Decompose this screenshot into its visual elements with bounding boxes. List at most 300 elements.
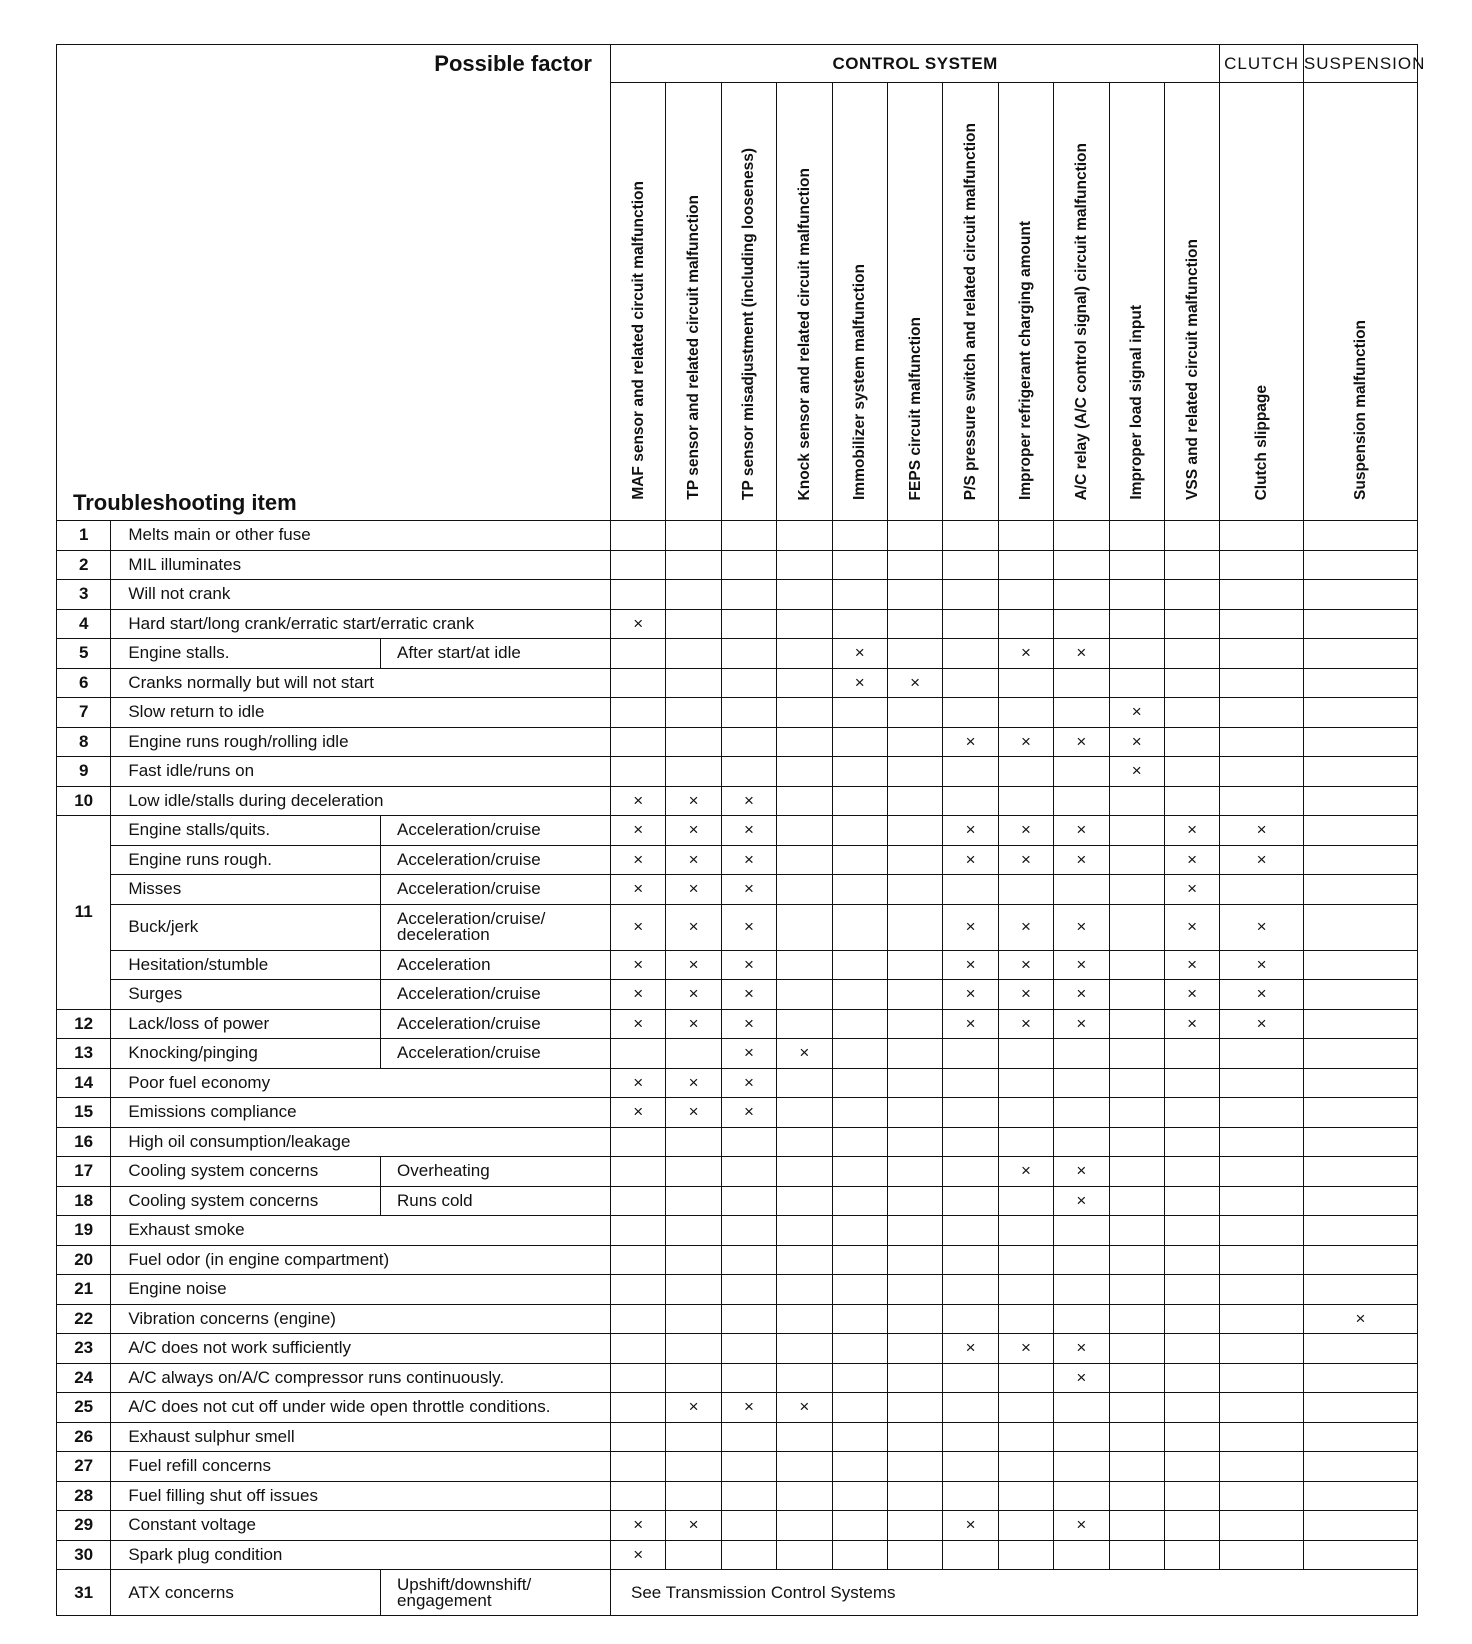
empty-cell (887, 1275, 942, 1305)
item-description: Exhaust smoke (111, 1216, 611, 1246)
empty-cell (1109, 904, 1164, 950)
empty-cell (943, 1127, 998, 1157)
empty-cell (832, 950, 887, 980)
empty-cell (832, 727, 887, 757)
factor-mark: × (1109, 757, 1164, 787)
empty-cell (1164, 609, 1219, 639)
empty-cell (1220, 1127, 1304, 1157)
empty-cell (943, 580, 998, 610)
empty-cell (1109, 1186, 1164, 1216)
empty-cell (1164, 1275, 1219, 1305)
empty-cell (1303, 757, 1417, 787)
factor-mark: × (611, 609, 666, 639)
factor-mark: × (1054, 639, 1109, 669)
empty-cell (1220, 727, 1304, 757)
item-description: Misses (111, 875, 381, 905)
empty-cell (611, 1304, 666, 1334)
empty-cell (611, 1363, 666, 1393)
empty-cell (1054, 668, 1109, 698)
factor-mark: × (666, 1098, 721, 1128)
empty-cell (777, 875, 832, 905)
empty-cell (832, 1068, 887, 1098)
empty-cell (611, 1481, 666, 1511)
factor-mark: × (1109, 727, 1164, 757)
empty-cell (777, 1363, 832, 1393)
empty-cell (1164, 1039, 1219, 1069)
factor-mark: × (611, 1068, 666, 1098)
empty-cell (721, 521, 776, 551)
empty-cell (887, 1481, 942, 1511)
empty-cell (666, 1216, 721, 1246)
empty-cell (998, 698, 1053, 728)
empty-cell (777, 1157, 832, 1187)
empty-cell (943, 1481, 998, 1511)
empty-cell (1109, 1304, 1164, 1334)
empty-cell (1109, 1422, 1164, 1452)
factor-mark: × (1164, 1009, 1219, 1039)
empty-cell (887, 1009, 942, 1039)
factor-mark: × (721, 816, 776, 846)
empty-cell (1303, 1157, 1417, 1187)
empty-cell (1109, 1127, 1164, 1157)
empty-cell (1054, 580, 1109, 610)
empty-cell (1054, 1098, 1109, 1128)
empty-cell (777, 1452, 832, 1482)
item-description: Lack/loss of power (111, 1009, 381, 1039)
empty-cell (1220, 698, 1304, 728)
factor-mark: × (998, 1334, 1053, 1364)
empty-cell (777, 1068, 832, 1098)
table-row (57, 609, 1418, 639)
empty-cell (887, 1186, 942, 1216)
empty-cell (777, 950, 832, 980)
empty-cell (1054, 1393, 1109, 1423)
empty-cell (1220, 1540, 1304, 1570)
table-row (57, 1127, 1418, 1157)
factor-mark: × (943, 845, 998, 875)
empty-cell (1220, 1304, 1304, 1334)
empty-cell (1164, 521, 1219, 551)
factor-mark: × (721, 1009, 776, 1039)
empty-cell (943, 1275, 998, 1305)
empty-cell (887, 875, 942, 905)
empty-cell (887, 1068, 942, 1098)
empty-cell (721, 609, 776, 639)
empty-cell (943, 1216, 998, 1246)
empty-cell (943, 1304, 998, 1334)
item-description: Low idle/stalls during deceleration (111, 786, 611, 816)
item-description: Engine runs rough. (111, 845, 381, 875)
empty-cell (721, 1304, 776, 1334)
item-description: Engine stalls/quits. (111, 816, 381, 846)
empty-cell (1220, 1039, 1304, 1069)
empty-cell (1220, 1334, 1304, 1364)
factor-header (998, 83, 1053, 521)
empty-cell (1109, 1275, 1164, 1305)
factor-mark: × (721, 950, 776, 980)
empty-cell (777, 757, 832, 787)
factor-mark: × (721, 786, 776, 816)
empty-cell (832, 698, 887, 728)
empty-cell (1054, 1039, 1109, 1069)
empty-cell (943, 757, 998, 787)
empty-cell (887, 980, 942, 1010)
factor-mark: × (1164, 816, 1219, 846)
empty-cell (777, 580, 832, 610)
empty-cell (1303, 1039, 1417, 1069)
empty-cell (1109, 875, 1164, 905)
factor-mark: × (998, 1157, 1053, 1187)
empty-cell (777, 1275, 832, 1305)
empty-cell (1054, 1275, 1109, 1305)
empty-cell (1303, 1275, 1417, 1305)
empty-cell (1164, 786, 1219, 816)
factor-mark: × (832, 668, 887, 698)
empty-cell (1109, 550, 1164, 580)
empty-cell (832, 1127, 887, 1157)
empty-cell (666, 550, 721, 580)
empty-cell (1303, 580, 1417, 610)
empty-cell (1303, 1363, 1417, 1393)
empty-cell (1109, 1157, 1164, 1187)
empty-cell (832, 845, 887, 875)
factor-mark: × (998, 727, 1053, 757)
empty-cell (832, 980, 887, 1010)
empty-cell (887, 639, 942, 669)
empty-cell (887, 1393, 942, 1423)
empty-cell (721, 1422, 776, 1452)
item-description: A/C always on/A/C compressor runs continuously. (111, 1363, 611, 1393)
empty-cell (1303, 550, 1417, 580)
empty-cell (1054, 757, 1109, 787)
item-number: 21 (57, 1275, 111, 1305)
factor-mark: × (1164, 904, 1219, 950)
empty-cell (1220, 580, 1304, 610)
item-number: 2 (57, 550, 111, 580)
empty-cell (1109, 1334, 1164, 1364)
factor-mark: × (777, 1393, 832, 1423)
empty-cell (832, 1393, 887, 1423)
item-number: 8 (57, 727, 111, 757)
item-number: 26 (57, 1422, 111, 1452)
empty-cell (998, 550, 1053, 580)
factor-mark: × (666, 845, 721, 875)
empty-cell (998, 1304, 1053, 1334)
empty-cell (832, 1098, 887, 1128)
factor-mark: × (1054, 980, 1109, 1010)
factor-mark: × (1054, 845, 1109, 875)
empty-cell (721, 580, 776, 610)
factor-header (777, 83, 832, 521)
group-suspension: SUSPENSION (1303, 45, 1417, 83)
item-number: 10 (57, 786, 111, 816)
factor-mark: × (943, 1334, 998, 1364)
empty-cell (777, 550, 832, 580)
empty-cell (1054, 1216, 1109, 1246)
empty-cell (1220, 1363, 1304, 1393)
empty-cell (1109, 1393, 1164, 1423)
empty-cell (887, 757, 942, 787)
item-condition: Acceleration/cruise (381, 980, 611, 1010)
table-row (57, 757, 1418, 787)
empty-cell (777, 816, 832, 846)
factor-mark: × (1109, 698, 1164, 728)
factor-mark: × (611, 980, 666, 1010)
empty-cell (777, 904, 832, 950)
factor-mark: × (1220, 980, 1304, 1010)
empty-cell (832, 1363, 887, 1393)
empty-cell (1220, 1068, 1304, 1098)
item-description: Melts main or other fuse (111, 521, 611, 551)
item-description: Constant voltage (111, 1511, 611, 1541)
empty-cell (666, 668, 721, 698)
empty-cell (1220, 1216, 1304, 1246)
empty-cell (1109, 950, 1164, 980)
empty-cell (666, 698, 721, 728)
empty-cell (777, 668, 832, 698)
empty-cell (777, 698, 832, 728)
empty-cell (887, 1304, 942, 1334)
item-description: Engine stalls. (111, 639, 381, 669)
empty-cell (1164, 550, 1219, 580)
empty-cell (943, 668, 998, 698)
empty-cell (611, 550, 666, 580)
factor-mark: × (721, 1393, 776, 1423)
factor-mark: × (1054, 1186, 1109, 1216)
empty-cell (1303, 786, 1417, 816)
empty-cell (721, 698, 776, 728)
item-condition: Acceleration/cruise (381, 875, 611, 905)
empty-cell (943, 550, 998, 580)
empty-cell (1109, 1216, 1164, 1246)
empty-cell (1303, 698, 1417, 728)
empty-cell (1303, 521, 1417, 551)
factor-header (832, 83, 887, 521)
factor-mark: × (721, 1098, 776, 1128)
table-row (57, 845, 1418, 875)
factor-mark: × (611, 1098, 666, 1128)
empty-cell (721, 1157, 776, 1187)
factor-label: TP sensor and related circuit malfunction (685, 195, 703, 500)
empty-cell (887, 1334, 942, 1364)
item-number: 11 (57, 816, 111, 1010)
empty-cell (1054, 1481, 1109, 1511)
item-number: 28 (57, 1481, 111, 1511)
factor-mark: × (1054, 1334, 1109, 1364)
empty-cell (998, 1039, 1053, 1069)
empty-cell (666, 1363, 721, 1393)
empty-cell (1164, 1363, 1219, 1393)
empty-cell (887, 1511, 942, 1541)
empty-cell (1109, 580, 1164, 610)
factor-mark: × (943, 1009, 998, 1039)
empty-cell (1164, 1481, 1219, 1511)
empty-cell (1220, 1245, 1304, 1275)
empty-cell (1164, 639, 1219, 669)
table-row (57, 1216, 1418, 1246)
table-row (57, 1068, 1418, 1098)
factor-mark: × (943, 904, 998, 950)
item-condition: After start/at idle (381, 639, 611, 669)
empty-cell (1109, 980, 1164, 1010)
empty-cell (611, 668, 666, 698)
empty-cell (887, 1540, 942, 1570)
empty-cell (832, 1216, 887, 1246)
factor-mark: × (943, 950, 998, 980)
item-description: Emissions compliance (111, 1098, 611, 1128)
item-description: Vibration concerns (engine) (111, 1304, 611, 1334)
empty-cell (943, 1098, 998, 1128)
empty-cell (777, 727, 832, 757)
table-row (57, 1481, 1418, 1511)
factor-header (943, 83, 998, 521)
factor-mark: × (721, 980, 776, 1010)
empty-cell (998, 1422, 1053, 1452)
factor-mark: × (611, 875, 666, 905)
empty-cell (887, 816, 942, 846)
empty-cell (1164, 1245, 1219, 1275)
table-row (57, 1275, 1418, 1305)
item-number: 19 (57, 1216, 111, 1246)
factor-header (1164, 83, 1219, 521)
empty-cell (1220, 1393, 1304, 1423)
empty-cell (721, 1481, 776, 1511)
table-row (57, 1009, 1418, 1039)
empty-cell (666, 580, 721, 610)
item-condition: Runs cold (381, 1186, 611, 1216)
empty-cell (832, 816, 887, 846)
factor-mark: × (721, 875, 776, 905)
factor-mark: × (611, 845, 666, 875)
factor-mark: × (666, 875, 721, 905)
empty-cell (1109, 1098, 1164, 1128)
empty-cell (721, 757, 776, 787)
item-number: 18 (57, 1186, 111, 1216)
item-description: Cooling system concerns (111, 1186, 381, 1216)
item-description: A/C does not cut off under wide open throttle conditions. (111, 1393, 611, 1423)
factor-mark: × (1220, 950, 1304, 980)
table-row (57, 1039, 1418, 1069)
item-number: 9 (57, 757, 111, 787)
empty-cell (1303, 1452, 1417, 1482)
empty-cell (721, 1452, 776, 1482)
table-row (57, 1245, 1418, 1275)
empty-cell (998, 1216, 1053, 1246)
item-condition: Acceleration/cruise (381, 1009, 611, 1039)
empty-cell (666, 1540, 721, 1570)
empty-cell (887, 550, 942, 580)
factor-mark: × (832, 639, 887, 669)
factor-label: MAF sensor and related circuit malfunction (629, 181, 647, 500)
empty-cell (832, 904, 887, 950)
empty-cell (887, 904, 942, 950)
item-description: Hesitation/stumble (111, 950, 381, 980)
empty-cell (1109, 1363, 1164, 1393)
item-number: 27 (57, 1452, 111, 1482)
item-description: Engine runs rough/rolling idle (111, 727, 611, 757)
empty-cell (666, 1452, 721, 1482)
factor-mark: × (1164, 950, 1219, 980)
empty-cell (887, 1422, 942, 1452)
empty-cell (666, 1275, 721, 1305)
factor-mark: × (1054, 1157, 1109, 1187)
empty-cell (777, 1422, 832, 1452)
empty-cell (943, 1363, 998, 1393)
empty-cell (1220, 1481, 1304, 1511)
factor-mark: × (611, 1540, 666, 1570)
empty-cell (1054, 786, 1109, 816)
table-row (57, 1570, 1418, 1616)
group-control-system: CONTROL SYSTEM (611, 45, 1220, 83)
empty-cell (1054, 609, 1109, 639)
item-condition: Overheating (381, 1157, 611, 1187)
empty-cell (611, 1039, 666, 1069)
empty-cell (887, 786, 942, 816)
empty-cell (1054, 1245, 1109, 1275)
table-row (57, 1422, 1418, 1452)
empty-cell (721, 1511, 776, 1541)
factor-mark: × (1164, 875, 1219, 905)
empty-cell (666, 609, 721, 639)
factor-mark: × (998, 639, 1053, 669)
empty-cell (611, 1157, 666, 1187)
empty-cell (943, 1186, 998, 1216)
item-description: High oil consumption/leakage (111, 1127, 611, 1157)
empty-cell (611, 521, 666, 551)
factor-label: TP sensor misadjustment (including looseness) (740, 148, 758, 500)
factor-header (666, 83, 721, 521)
empty-cell (666, 1245, 721, 1275)
item-number: 17 (57, 1157, 111, 1187)
factor-mark: × (721, 845, 776, 875)
empty-cell (611, 757, 666, 787)
empty-cell (998, 668, 1053, 698)
item-condition: Acceleration (381, 950, 611, 980)
item-number: 5 (57, 639, 111, 669)
factor-mark: × (611, 816, 666, 846)
empty-cell (943, 698, 998, 728)
table-row (57, 1393, 1418, 1423)
empty-cell (998, 1186, 1053, 1216)
table-row (57, 1452, 1418, 1482)
table-row (57, 580, 1418, 610)
empty-cell (943, 1393, 998, 1423)
factor-mark: × (666, 816, 721, 846)
factor-mark: × (1220, 1009, 1304, 1039)
factor-header (1220, 83, 1304, 521)
empty-cell (666, 727, 721, 757)
item-number: 24 (57, 1363, 111, 1393)
item-number: 30 (57, 1540, 111, 1570)
factor-label: Knock sensor and related circuit malfunction (795, 167, 813, 500)
empty-cell (998, 1452, 1053, 1482)
empty-cell (832, 1304, 887, 1334)
empty-cell (1164, 1452, 1219, 1482)
item-number: 16 (57, 1127, 111, 1157)
factor-mark: × (666, 1393, 721, 1423)
item-description: Surges (111, 980, 381, 1010)
empty-cell (1303, 875, 1417, 905)
empty-cell (887, 1216, 942, 1246)
factor-mark: × (1164, 845, 1219, 875)
factor-mark: × (1303, 1304, 1417, 1334)
empty-cell (1109, 1540, 1164, 1570)
empty-cell (998, 1098, 1053, 1128)
empty-cell (998, 875, 1053, 905)
empty-cell (1303, 1422, 1417, 1452)
factor-mark: × (998, 950, 1053, 980)
item-description: Spark plug condition (111, 1540, 611, 1570)
